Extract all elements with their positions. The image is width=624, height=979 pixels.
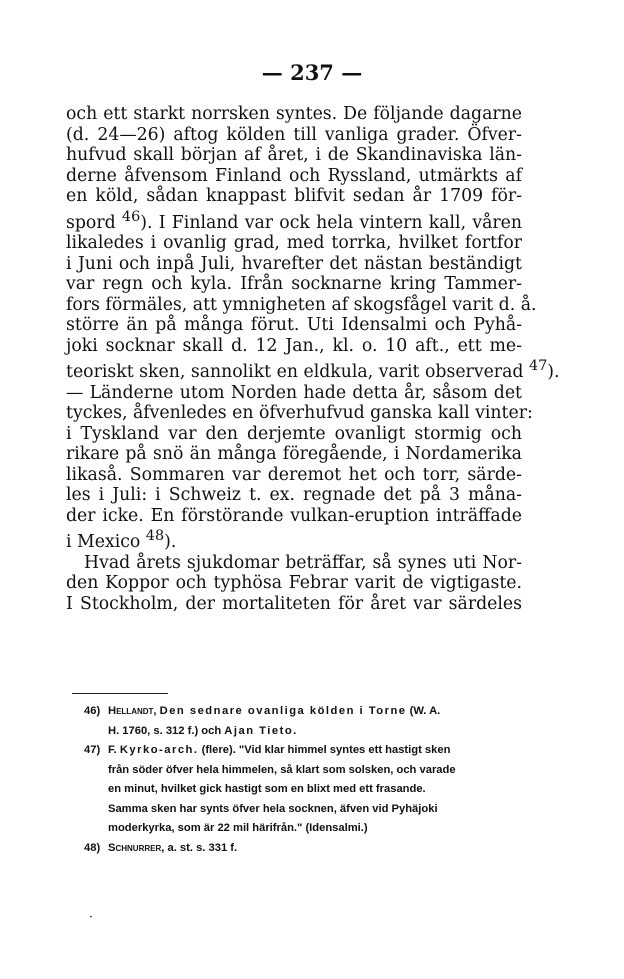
footnote-47-cont: en minut, hvilket gick hastigt som en blixt med ett frasande.: [108, 783, 426, 795]
text-line: större än på många förut. Uti Idensalmi och Pyhå-: [66, 315, 522, 336]
text-line: joki socknar skall d. 12 Jan., kl. o. 10 aft., ett me-: [66, 335, 522, 356]
text-line: den Koppor och typhösa Febrar varit de vigtigaste.: [66, 573, 522, 594]
footnote-47-cont: från söder öfver hela himmelen, så klart som solsken, och varade: [108, 763, 456, 776]
footnotes: [84, 702, 520, 858]
text-line: les i Juli: i Schweiz t. ex. regnade det på 3 måna-: [66, 485, 522, 506]
text-line: hufvud skall början af året, i de Skandinaviska län-: [66, 145, 522, 166]
text-line: likaså. Sommaren var deremot het och torr, särde-: [66, 464, 522, 485]
footnote-46: 46) Hellandt, Den sednare ovanliga kölden i Torne (W. A.: [84, 705, 441, 717]
text-line: I Stockholm, der mortaliteten för året var särdeles: [66, 593, 522, 614]
body-text: [66, 104, 560, 614]
text-line: der icke. En förstörande vulkan-eruption inträffade: [66, 505, 522, 526]
text-line: likaledes i ovanlig grad, med torrka, hvilket fortfor: [66, 233, 522, 254]
text-line: — Länderne utom Norden hade detta år, såsom det: [66, 382, 522, 403]
text-line: spord $^{46}$). I Finland var ock hela vintern kall, våren: [66, 208, 522, 233]
footnote-46-cont: H. 1760, s. 312 f.) och Ajan Tieto.: [108, 724, 298, 737]
footnote-ref-48: 48: [145, 528, 165, 545]
stray-mark: ·: [89, 910, 93, 924]
page-number: — 237 —: [261, 60, 363, 85]
text-line: en köld, sådan knappast blifvit sedan år 1709 för-: [66, 186, 522, 207]
text-line: rikare på snö än många föregående, i Nordamerika: [66, 444, 522, 465]
text-line: i Juni och inpå Juli, hvarefter det nästan beständigt: [66, 253, 522, 274]
text-line: Hvad årets sjukdomar beträffar, så synes uti Nor-: [84, 552, 522, 573]
footnote-ref-47: 47: [528, 358, 548, 375]
text-line: var regn och kyla. Ifrån socknarne kring Tammer-: [66, 274, 522, 295]
footnote-47-cont: Samma sken har synts öfver hela socknen, äfven vid Pyhäjoki: [108, 802, 438, 815]
text-line: i Mexico $^{48}$).: [66, 528, 177, 553]
text-line: och ett starkt norrsken syntes. De följande dagarne: [66, 104, 522, 124]
footnote-divider: [72, 693, 168, 694]
footnote-48: 48) Schnurrer, a. st. s. 331 f.: [84, 841, 238, 854]
text-line: tyckes, åfvenledes en öfverhufvud ganska kall vinter:: [66, 403, 533, 424]
text-line: derne åfvensom Finland och Ryssland, utmärkts af: [66, 165, 522, 186]
text-line: teoriskt sken, sannolikt en eldkula, varit observerad $^{47}$).: [66, 358, 560, 383]
text-line: i Tyskland var den derjemte ovanligt stormig och: [66, 423, 522, 444]
text-line: (d. 24—26) aftog kölden till vanliga grader. Öfver-: [66, 124, 522, 145]
footnote-47-cont: moderkyrka, som är 22 mil härifrån." (Idensalmi.): [108, 822, 368, 834]
footnote-47: 47) F. Kyrko-arch. (flere). "Vid klar himmel syntes ett hastigt sken: [84, 744, 451, 756]
footnote-ref-46: 46: [121, 208, 141, 225]
text-line: fors förmäles, att ymnigheten af skogsfågel varit d. å.: [66, 294, 537, 315]
